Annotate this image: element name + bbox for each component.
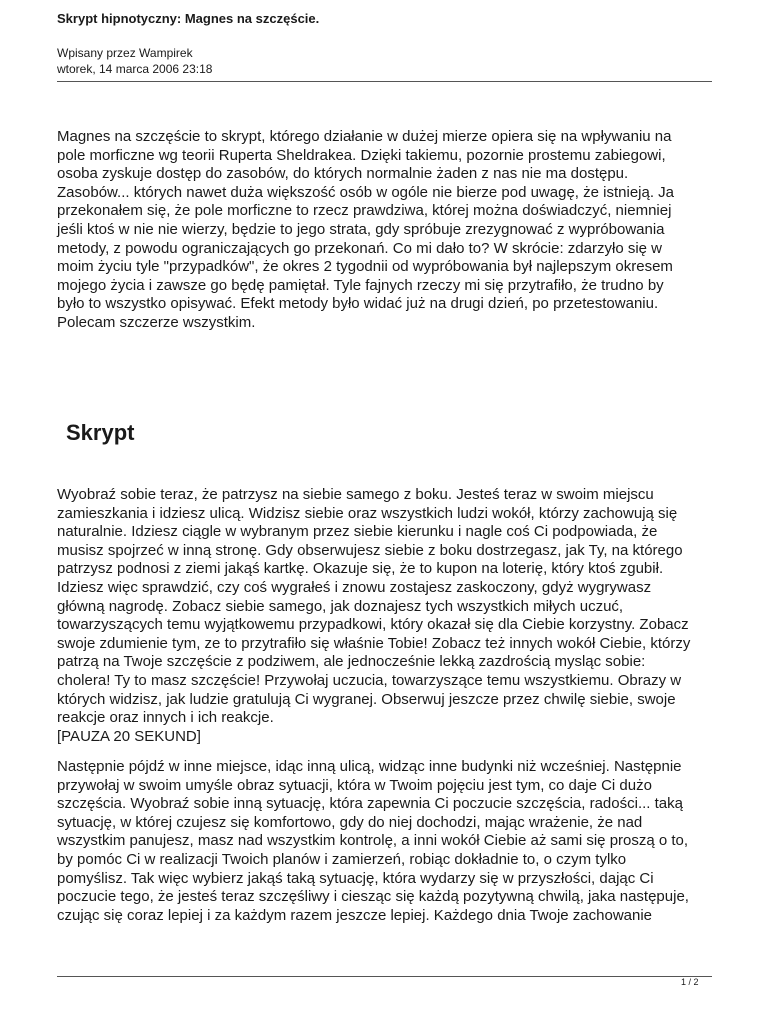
text-line: czując się coraz lepiej i za każdym razem jeszcze lepiej. Każdego dnia Twoje zachowanie — [57, 906, 653, 924]
text-line: metody, z powodu ograniczających go przekonań. Co mi dało to? W skrócie: zdarzyło się w — [57, 239, 663, 257]
text-line: cholera! Ty to masz szczęście! Przywołaj uczucia, towarzyszące temu wszystkiemu. Obrazy w — [57, 671, 682, 689]
text-line: pole morficzne wg teorii Ruperta Sheldrakea. Dzięki takiemu, pozornie prostemu zabiegowi, — [57, 146, 666, 164]
text-line: przywołaj w swoim umyśle obraz sytuacji, która w Twoim pojęciu jest tym, co daje Ci dużo — [57, 776, 652, 794]
text-line: patrzysz podnosi z ziemi jakąś kartkę. Okazuje się, że to kupon na loterię, który ktoś zgubił. — [57, 560, 664, 578]
header-divider — [57, 81, 712, 82]
text-line: swoje zdumienie tym, ze to przytrafiło się właśnie Tobie! Zobacz też innych wokół Ciebie, którzy — [57, 634, 691, 652]
text-line: przekonałem się, że pole morficzne to rzecz prawdziwa, której można doświadczyć, niemniej — [57, 202, 672, 220]
text-line: Wyobraź sobie teraz, że patrzysz na siebie samego z boku. Jesteś teraz w swoim miejscu — [57, 486, 654, 503]
author-line: Wpisany przez Wampirek — [57, 46, 193, 60]
text-line: Następnie pójdź w inne miejsce, idąc inną ulicą, widząc inne budynki niż wcześniej. Następnie — [57, 758, 682, 775]
text-line: główną nagrodę. Zobacz siebie samego, jak doznajesz tych wszystkich miłych uczuć, — [57, 597, 624, 615]
text-line: Idziesz więc sprawdzić, czy coś wygrałeś i znowu zostajesz zaskoczony, gdyż wygrywasz — [57, 578, 652, 596]
section-heading: Skrypt — [66, 420, 135, 445]
text-line: musisz spojrzeć w inną stronę. Gdy obserwujesz siebie z boku dostrzegasz, jak Ty, na którego — [57, 541, 683, 559]
text-line: zamieszkania i idziesz ulicą. Widzisz siebie oraz wszystkich ludzi wokół, którzy zachowują się — [57, 504, 678, 522]
document-title: Skrypt hipnotyczny: Magnes na szczęście. — [57, 11, 320, 26]
text-line: Magnes na szczęście to skrypt, którego działanie w dużej mierze opiera się na wpływaniu na — [57, 128, 672, 145]
text-line: Zasobów... których nawet duża większość osób w ogóle nie bierze pod uwagę, że istnieją. Ja — [57, 183, 675, 201]
text-line: szczęścia. Wyobraź sobie inną sytuację, która zapewnia Ci poczucie szczęścia, radości... taką — [57, 795, 683, 813]
text-line: towarzyszących temu wyjątkowemu przypadkowi, który okazał się dla Ciebie korzystny. Zobacz — [57, 616, 689, 634]
intro-paragraph — [57, 128, 717, 333]
text-line: [PAUZA 20 SEKUND] — [57, 727, 201, 745]
text-line: wszystkim panujesz, masz nad wszystkim kontrolę, a inni wokół Ciebie aż sami się proszą o to, — [57, 832, 689, 850]
footer-divider — [57, 976, 712, 977]
article-meta — [57, 45, 212, 77]
text-line: naturalnie. Idziesz ciągle w wybranym przez siebie kierunku i nagle coś Ci podpowiada, że — [57, 523, 658, 541]
date-line: wtorek, 14 marca 2006 23:18 — [57, 62, 213, 76]
script-paragraph-2 — [57, 758, 717, 925]
text-line: by pomóc Ci w realizacji Twoich planów i zamierzeń, robiąc dokładnie to, o czym tylko — [57, 850, 627, 868]
text-line: których widzisz, jak ludzie gratulują Ci wygranej. Obserwuj jeszcze przez chwilę siebie, swoje — [57, 690, 676, 708]
text-line: patrzą na Twoje szczęście z podziwem, ale jednocześnie lekką zazdrością mysląc sobie: — [57, 653, 646, 671]
text-line: było to wszystko opisywać. Efekt metody było widać już na drugi dzień, po przetestowaniu. — [57, 295, 659, 313]
text-line: osoba zyskuje dostęp do zasobów, do których normalnie żaden z nas nie ma dostępu. — [57, 165, 629, 183]
text-line: pomyślisz. Tak więc wybierz jakąś taką sytuację, która wydarzy się w przyszłości, dając Ci — [57, 869, 654, 887]
text-line: reakcje oraz innych i ich reakcje. — [57, 709, 274, 727]
text-line: Polecam szczerze wszystkim. — [57, 313, 256, 331]
text-line: moim życiu tyle "przypadków", że okres 2 tygodnii od wypróbowania był najlepszym okresem — [57, 258, 673, 276]
page-number: 1 / 2 — [681, 977, 699, 987]
text-line: mojego życia i zawsze go będę pamiętał. Tyle fajnych rzeczy mi się przytrafiło, że trudno by — [57, 276, 664, 294]
text-line: jeśli ktoś w nie nie wierzy, będzie to jego strata, gdy spróbuje zrezygnować z wypróbowania — [57, 220, 665, 238]
script-paragraph-1 — [57, 486, 717, 746]
text-line: sytuację, w której czujesz się komfortowo, gdy do niej dochodzi, mając wrażenie, że nad — [57, 813, 643, 831]
text-line: poczucie tego, że jesteś teraz szczęśliwy i ciesząc się każdą pozytywną chwilą, jaka następuje, — [57, 888, 689, 906]
